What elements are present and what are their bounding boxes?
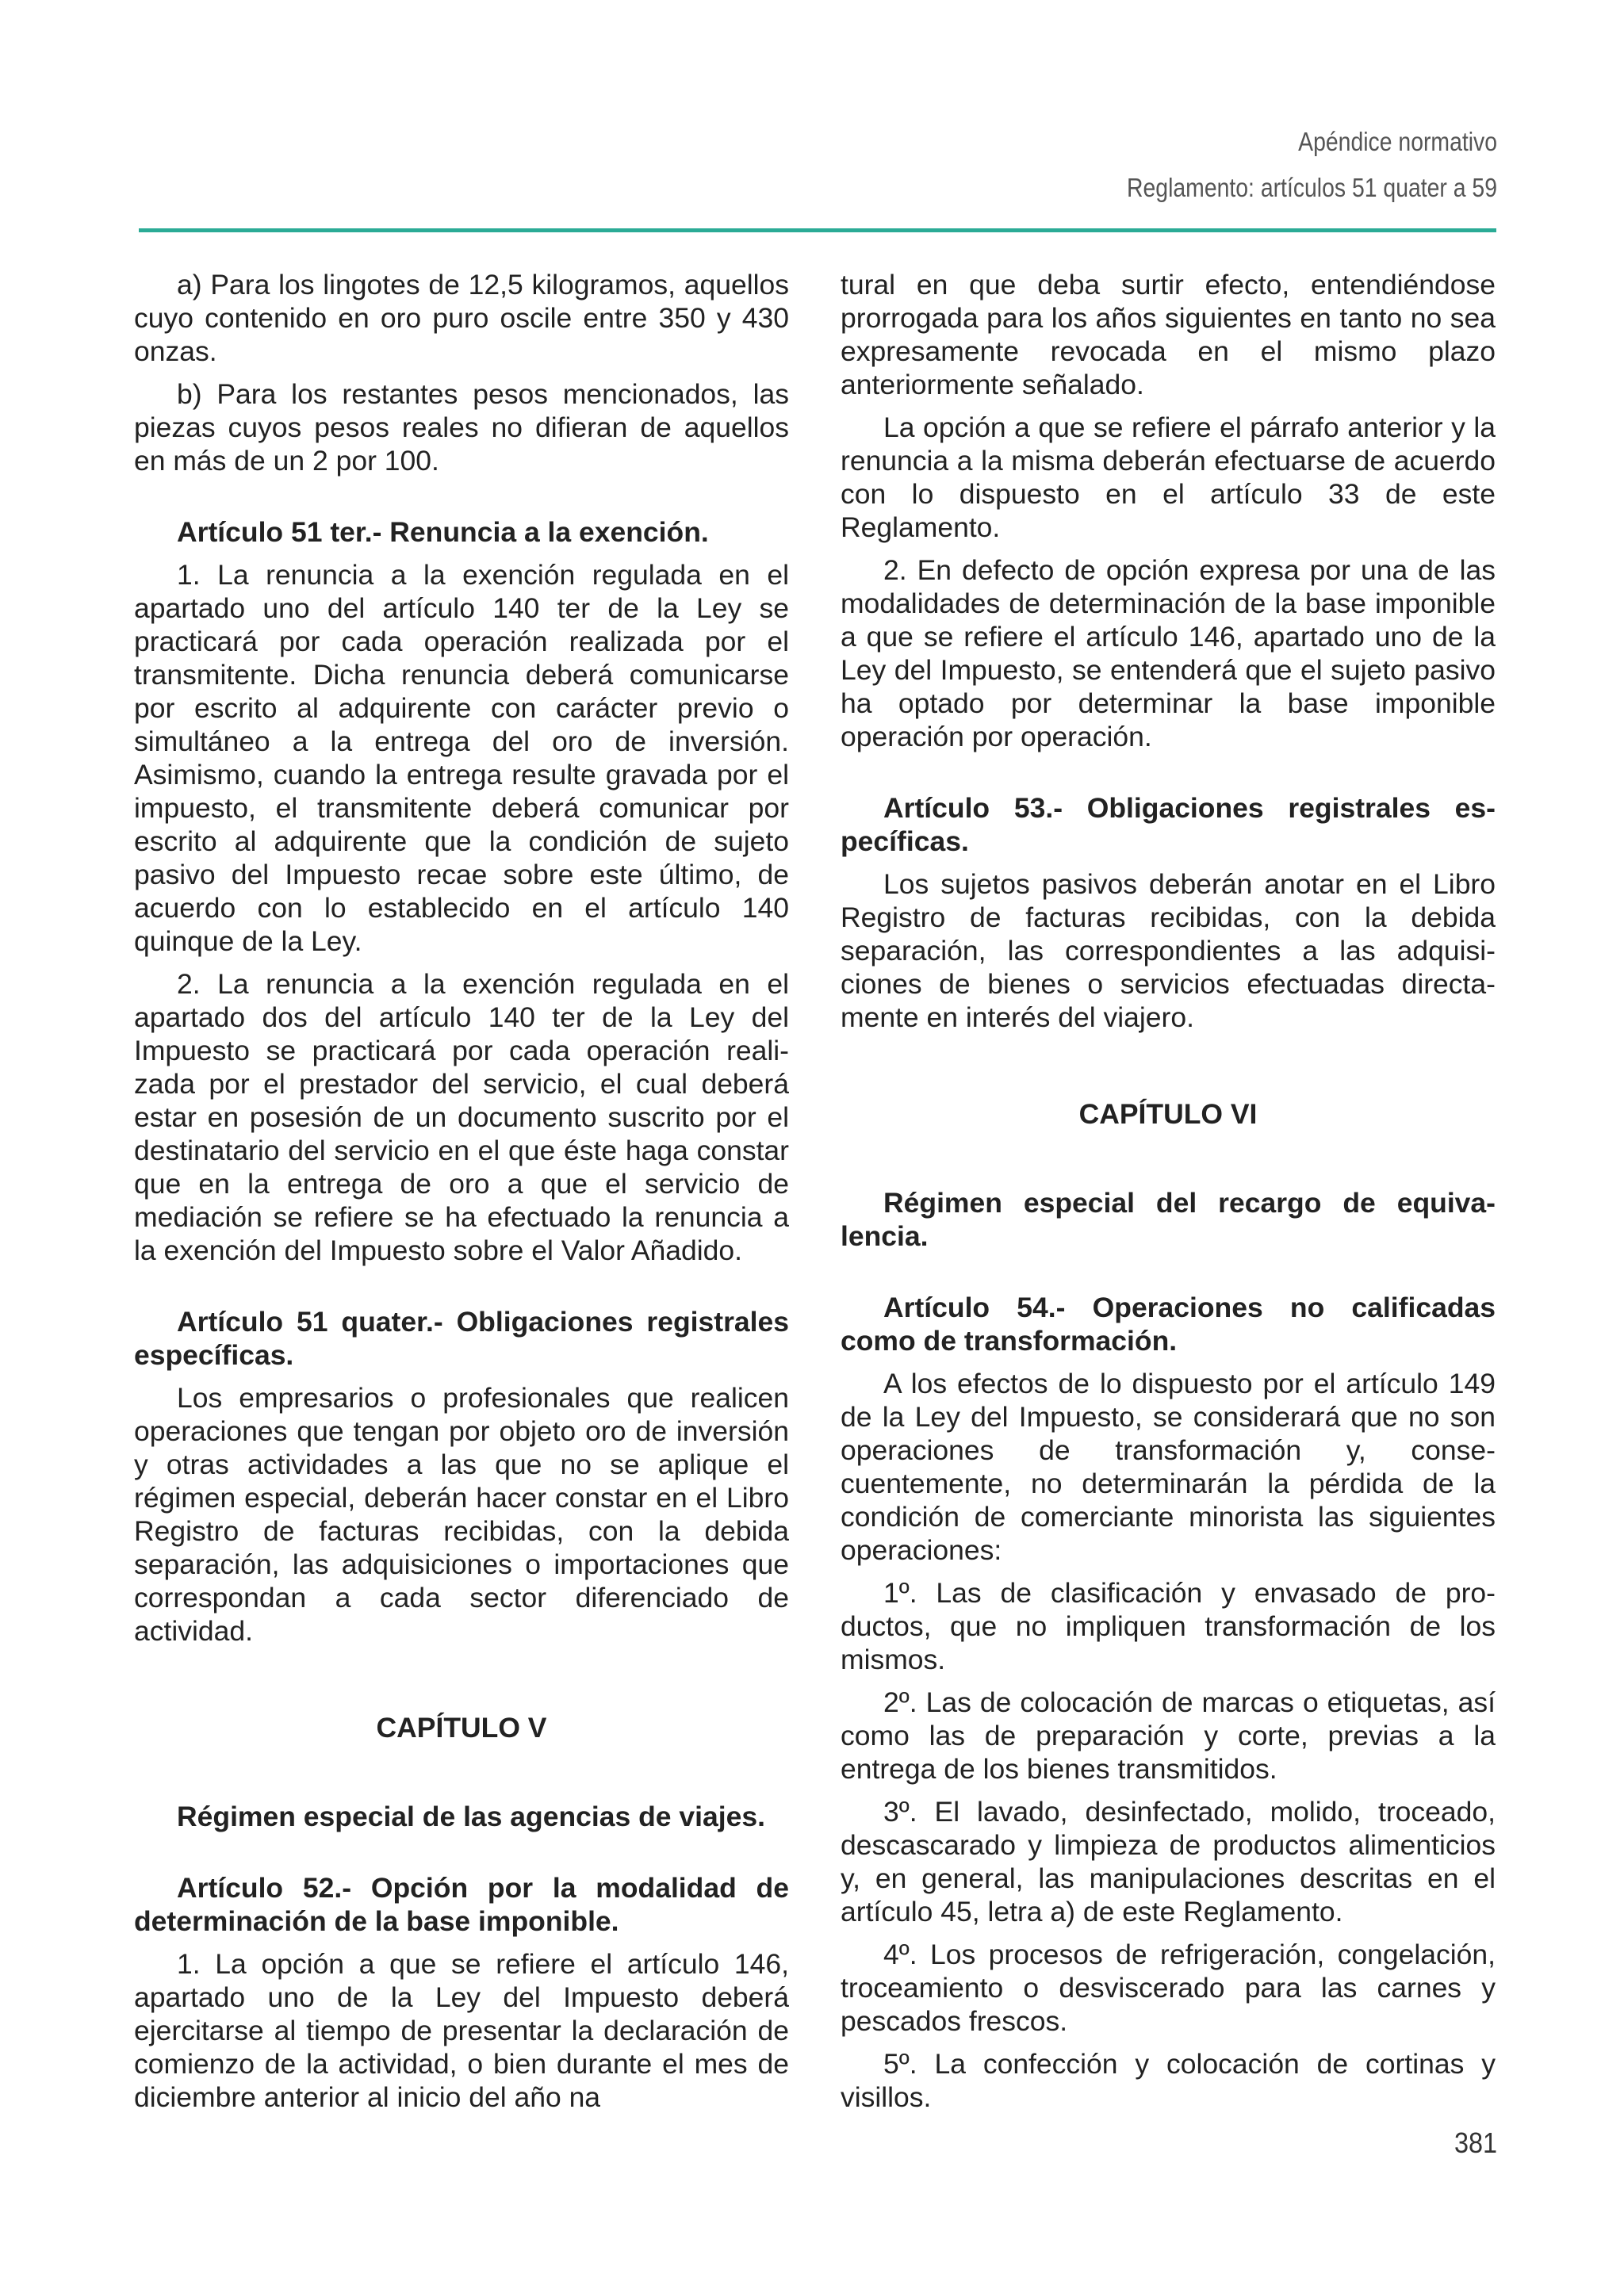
header-rule xyxy=(139,228,1496,232)
article-51-ter-title: Artículo 51 ter.- Renuncia a la exención. xyxy=(177,516,709,548)
header-section: Apéndice normativo xyxy=(1298,127,1497,156)
article-51-ter-paragraph-1: 1. La renuncia a la exención regulada en el apartado uno del artículo 140 ter de la Ley se practicará por cada operación realizada por el transmitente. Dicha renuncia deberá comunicarse por escrito al adquirente con carácter previo o simultáneo a la entrega del oro de inversión. Asimismo, cuando la entrega resulte gravada por el impuesto, el transmitente deberá comunicar por escrito al adquirente que la condición de sujeto pasivo del Impuesto recae sobre este último, de acuerdo con lo establecido en el artículo 140 quinque de la Ley. xyxy=(134,559,789,957)
chapter-6-title: Régimen especial del recargo de equivalencia. xyxy=(841,1187,1496,1252)
right-column xyxy=(841,268,1496,2123)
article-54-intro: A los efectos de lo dispuesto por el artículo 149 de la Ley del Impuesto, se considerará que no son operaciones de transformación y, consecuentemente, no determinarán la pérdida de la condición de comerciante minorista las siguientes operaciones: xyxy=(841,1368,1496,1566)
running-header xyxy=(1067,127,1497,203)
article-51-quater-paragraph: Los empresarios o profesionales que realicen operaciones que tengan por objeto oro de inversión y otras actividades a las que no se aplique el régimen especial, deberán hacer constar en el Libro Registro de facturas recibidas, con la debida separación, las adquisiciones o importaciones que correspondan a cada sector diferenciado de actividad. xyxy=(134,1382,789,1647)
article-53-title: Artículo 53.- Obligaciones registrales específicas. xyxy=(841,792,1496,857)
article-54-item-1: 1º. Las de clasificación y envasado de productos, que no impliquen transformación de los mismos. xyxy=(841,1577,1496,1675)
chapter-6-heading: CAPÍTULO VI xyxy=(1078,1098,1258,1130)
left-column xyxy=(134,268,789,2123)
article-54-item-2: 2º. Las de colocación de marcas o etiquetas, así como las de preparación y corte, previas a la entrega de los bienes transmitidos. xyxy=(841,1686,1496,1785)
article-52-title: Artículo 52.- Opción por la modalidad de determinación de la base imponible. xyxy=(134,1872,789,1937)
paragraph-b: b) Para los restantes pesos mencionados, las piezas cuyos pesos reales no difieran de aquellos en más de un 2 por 100. xyxy=(134,378,789,477)
paragraph-a: a) Para los lingotes de 12,5 kilogramos, aquellos cuyo contenido en oro puro oscile entre 350 y 430 onzas. xyxy=(134,269,789,367)
article-54-item-3: 3º. El lavado, desinfectado, molido, troceado, descascarado y limpieza de productos alimenticios y, en general, las manipulaciones descritas en el artículo 45, letra a) de este Reglamento. xyxy=(841,1796,1496,1927)
header-subsection: Reglamento: artículos 51 quater a 59 xyxy=(1127,173,1497,202)
article-51-ter-paragraph-2: 2. La renuncia a la exención regulada en el apartado dos del artículo 140 ter de la Ley del Impuesto se practicará por cada operación realizada por el prestador del servicio, el cual deberá estar en posesión de un documento suscrito por el destinatario del servicio en el que éste haga constar que en la entrega de oro a que el servicio de mediación se refiere se ha efectuado la renuncia a la exención del Impuesto sobre el Valor Añadido. xyxy=(134,968,789,1266)
chapter-5-heading: CAPÍTULO V xyxy=(376,1712,547,1744)
article-51-quater-title: Artículo 51 quater.- Obligaciones registrales específicas. xyxy=(134,1306,789,1371)
article-54-item-5: 5º. La confección y colocación de cortinas y visillos. xyxy=(841,2048,1496,2113)
article-54-title: Artículo 54.- Operaciones no calificadas como de transformación. xyxy=(841,1292,1496,1357)
article-52-paragraph-1b: La opción a que se refiere el párrafo anterior y la renuncia a la misma deberán efectuarse de acuerdo con lo dispuesto en el artículo 33 de este Reglamento. xyxy=(841,412,1496,543)
article-52-paragraph-1-continued: tural en que deba surtir efecto, entendiéndose prorrogada para los años siguientes en tanto no sea expresamente revocada en el mismo plazo anteriormente señalado. xyxy=(841,269,1496,400)
page-number: 381 xyxy=(1454,2126,1497,2159)
article-53-paragraph: Los sujetos pasivos deberán anotar en el Libro Registro de facturas recibidas, con la debida separación, las correspondientes a las adquisiciones de bienes o servicios efectuadas directamente en interés del viajero. xyxy=(841,868,1496,1033)
chapter-5-title: Régimen especial de las agencias de viajes. xyxy=(177,1801,765,1832)
article-52-paragraph-2: 2. En defecto de opción expresa por una de las modalidades de determinación de la base imponible a que se refiere el artículo 146, apartado uno de la Ley del Impuesto, se entenderá que el sujeto pasivo ha optado por determinar la base imponible operación por operación. xyxy=(841,554,1496,752)
article-54-item-4: 4º. Los procesos de refrigeración, congelación, troceamiento o desviscerado para las carnes y pescados frescos. xyxy=(841,1939,1496,2037)
article-52-paragraph-1-start: 1. La opción a que se refiere el artículo 146, apartado uno de la Ley del Impuesto deberá ejercitarse al tiempo de presentar la declaración de comienzo de la actividad, o bien durante el mes de diciembre anterior al inicio del año na xyxy=(134,1948,789,2113)
